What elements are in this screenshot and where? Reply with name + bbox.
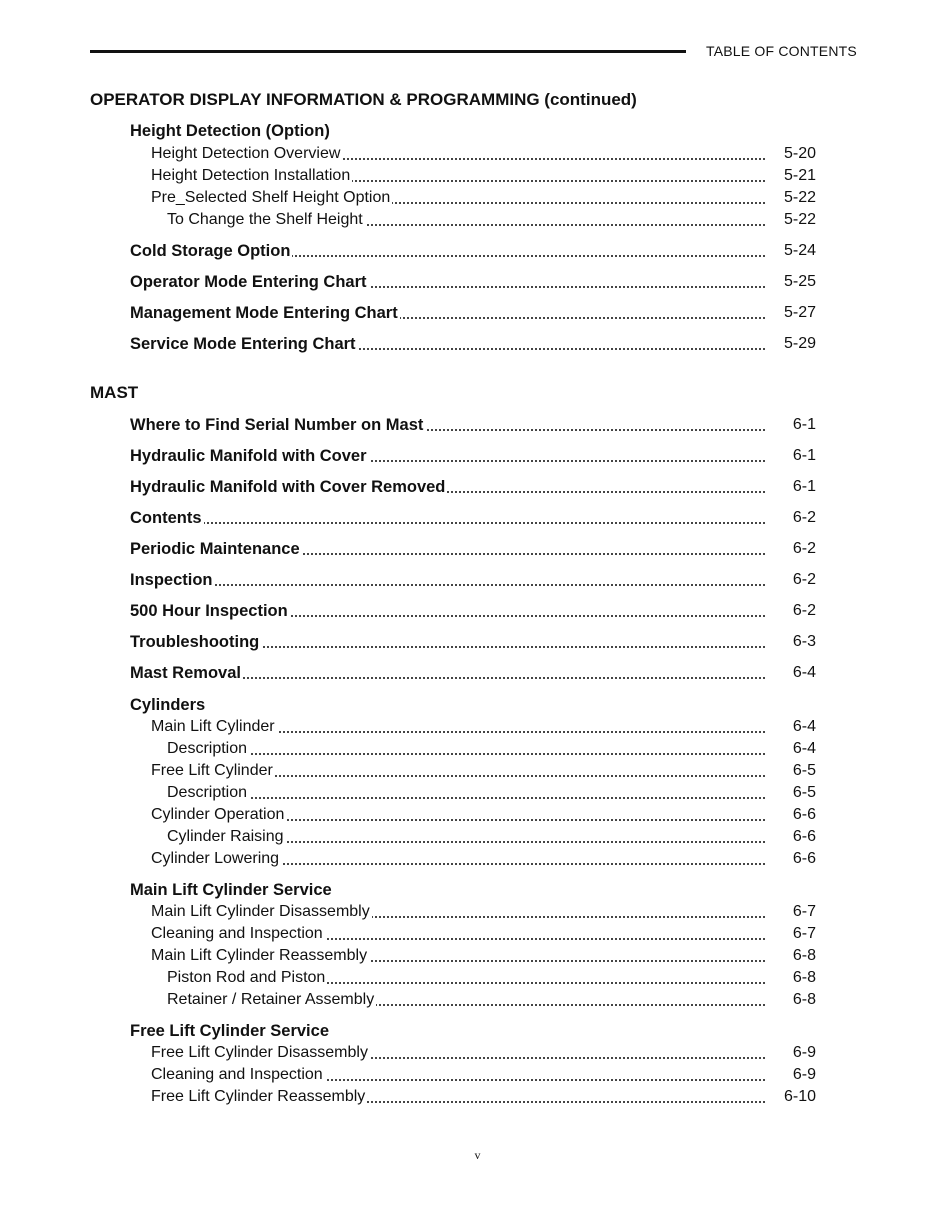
toc-entry-page: 5-21 <box>783 167 816 184</box>
toc-entry-page: 5-22 <box>783 189 816 206</box>
toc-entry-page: 5-27 <box>783 304 816 321</box>
toc-entry-page: 6-3 <box>792 633 816 650</box>
toc-entry-label: Free Lift Cylinder Disassembly <box>151 1042 765 1064</box>
toc-entry[interactable] <box>0 1064 935 1086</box>
toc-entry[interactable] <box>0 1086 935 1108</box>
toc-entry-page: 6-10 <box>783 1088 816 1105</box>
toc-subheading: Main Lift Cylinder Service <box>130 881 332 899</box>
toc-entry-label: Height Detection Overview <box>151 143 765 165</box>
toc-entry-page: 6-6 <box>792 828 816 845</box>
toc-entry-label: Contents <box>130 507 765 529</box>
toc-entry[interactable] <box>0 165 935 187</box>
toc-entry-label: Cylinder Lowering <box>151 848 765 870</box>
toc-entry-label: Cylinder Operation <box>151 804 765 826</box>
toc-entry-page: 6-2 <box>792 571 816 588</box>
toc-entry[interactable] <box>0 1042 935 1064</box>
toc-entry-page: 6-9 <box>792 1044 816 1061</box>
toc-entry-label: Main Lift Cylinder <box>151 716 765 738</box>
section-title: MAST <box>90 383 139 402</box>
toc-entry-label: Free Lift Cylinder <box>151 760 765 782</box>
toc-entry[interactable] <box>0 445 935 467</box>
toc-entry-label: Mast Removal <box>130 662 765 684</box>
toc-entry-label: Hydraulic Manifold with Cover <box>130 445 765 467</box>
toc-entry[interactable] <box>0 538 935 560</box>
toc-entry[interactable] <box>0 600 935 622</box>
toc-entry-label: Pre_Selected Shelf Height Option <box>151 187 765 209</box>
toc-entry-label: Periodic Maintenance <box>130 538 765 560</box>
toc-entry-page: 6-4 <box>792 718 816 735</box>
toc-subheading: Free Lift Cylinder Service <box>130 1022 329 1040</box>
header-title: TABLE OF CONTENTS <box>706 43 857 59</box>
toc-entry[interactable] <box>0 804 935 826</box>
section-title: OPERATOR DISPLAY INFORMATION & PROGRAMMING (continued) <box>90 90 637 109</box>
toc-entry-page: 6-6 <box>792 806 816 823</box>
toc-entry-label: To Change the Shelf Height <box>167 209 765 231</box>
toc-entry-label: Service Mode Entering Chart <box>130 333 765 355</box>
toc-entry[interactable] <box>0 414 935 436</box>
toc-entry-page: 6-8 <box>792 947 816 964</box>
toc-entry-page: 5-20 <box>783 145 816 162</box>
toc-entry-page: 6-7 <box>792 903 816 920</box>
toc-entry-label: Main Lift Cylinder Disassembly <box>151 901 765 923</box>
toc-entry[interactable] <box>0 945 935 967</box>
toc-entry-page: 6-2 <box>792 509 816 526</box>
toc-entry-page: 6-1 <box>792 416 816 433</box>
toc-entry[interactable] <box>0 967 935 989</box>
toc-entry-page: 5-25 <box>783 273 816 290</box>
toc-entry[interactable] <box>0 271 935 293</box>
toc-entry-page: 6-4 <box>792 664 816 681</box>
toc-entry-label: Description <box>167 738 765 760</box>
toc-entry-page: 5-24 <box>783 242 816 259</box>
toc-entry-label: Troubleshooting <box>130 631 765 653</box>
toc-entry-label: 500 Hour Inspection <box>130 600 765 622</box>
toc-entry-label: Cylinder Raising <box>167 826 765 848</box>
toc-entry-page: 6-4 <box>792 740 816 757</box>
toc-entry[interactable] <box>0 569 935 591</box>
toc-entry[interactable] <box>0 631 935 653</box>
toc-entry-page: 6-8 <box>792 991 816 1008</box>
toc-entry[interactable] <box>0 923 935 945</box>
toc-subheading: Cylinders <box>130 696 206 714</box>
toc-entry-label: Where to Find Serial Number on Mast <box>130 414 765 436</box>
header-rule <box>90 50 686 53</box>
toc-entry-label: Cleaning and Inspection <box>151 1064 765 1086</box>
toc-entry-page: 6-7 <box>792 925 816 942</box>
toc-entry-label: Main Lift Cylinder Reassembly <box>151 945 765 967</box>
toc-entry[interactable] <box>0 507 935 529</box>
toc-entry[interactable] <box>0 143 935 165</box>
toc-entry-page: 6-5 <box>792 784 816 801</box>
toc-entry[interactable] <box>0 901 935 923</box>
toc-entry-page: 6-2 <box>792 602 816 619</box>
toc-entry-label: Cleaning and Inspection <box>151 923 765 945</box>
toc-entry[interactable] <box>0 826 935 848</box>
toc-entry[interactable] <box>0 209 935 231</box>
toc-entry-page: 6-1 <box>792 478 816 495</box>
toc-subheading: Height Detection (Option) <box>130 122 330 140</box>
toc-entry[interactable] <box>0 662 935 684</box>
toc-entry[interactable] <box>0 187 935 209</box>
toc-entry[interactable] <box>0 240 935 262</box>
toc-entry-page: 6-1 <box>792 447 816 464</box>
toc-entry-page: 6-9 <box>792 1066 816 1083</box>
toc-entry-page: 6-2 <box>792 540 816 557</box>
toc-entry[interactable] <box>0 333 935 355</box>
toc-entry-label: Description <box>167 782 765 804</box>
toc-entry-label: Height Detection Installation <box>151 165 765 187</box>
toc-entry[interactable] <box>0 716 935 738</box>
toc-entry[interactable] <box>0 760 935 782</box>
toc-entry-label: Retainer / Retainer Assembly <box>167 989 765 1011</box>
page-number: v <box>474 1148 481 1162</box>
toc-entry-page: 5-29 <box>783 335 816 352</box>
toc-entry-label: Free Lift Cylinder Reassembly <box>151 1086 765 1108</box>
toc-entry-page: 6-6 <box>792 850 816 867</box>
toc-entry[interactable] <box>0 302 935 324</box>
toc-entry-label: Management Mode Entering Chart <box>130 302 765 324</box>
toc-entry-label: Piston Rod and Piston <box>167 967 765 989</box>
toc-entry-label: Hydraulic Manifold with Cover Removed <box>130 476 765 498</box>
toc-entry-label: Operator Mode Entering Chart <box>130 271 765 293</box>
toc-entry[interactable] <box>0 848 935 870</box>
toc-entry-label: Inspection <box>130 569 765 591</box>
toc-entry-page: 6-8 <box>792 969 816 986</box>
toc-entry[interactable] <box>0 738 935 760</box>
toc-entry[interactable] <box>0 989 935 1011</box>
toc-entry-page: 6-5 <box>792 762 816 779</box>
toc-entry[interactable] <box>0 782 935 804</box>
toc-entry[interactable] <box>0 476 935 498</box>
toc-entry-page: 5-22 <box>783 211 816 228</box>
toc-entry-label: Cold Storage Option <box>130 240 765 262</box>
